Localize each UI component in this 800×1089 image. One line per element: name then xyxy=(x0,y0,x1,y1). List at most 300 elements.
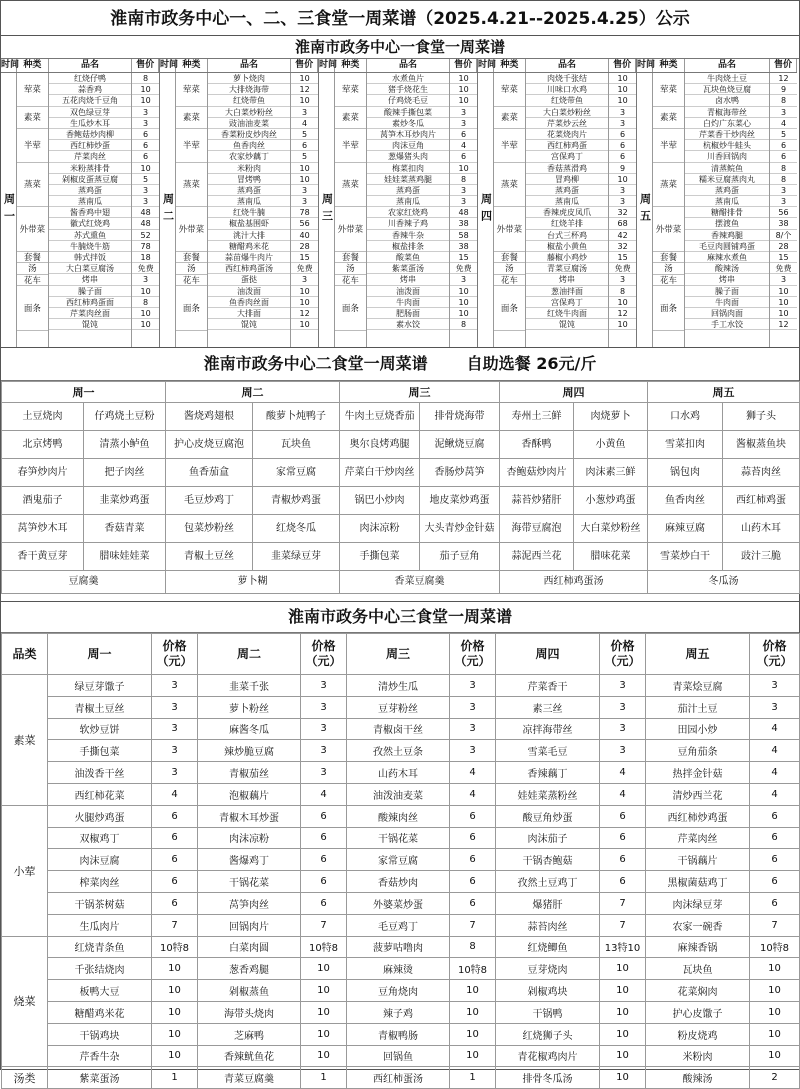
canteen1-day-label-cell xyxy=(478,73,494,347)
canteen1-dish-price: 10 xyxy=(609,297,636,308)
canteen1-category: 面条 xyxy=(494,286,525,331)
canteen1-dish-name: 红烧带鱼 xyxy=(526,95,608,106)
canteen1-dish-name: 肉烧千张结 xyxy=(526,73,608,84)
canteen1-dish-price: 48 xyxy=(450,207,477,218)
canteen3-dish: 香辣藕丁 xyxy=(496,762,600,784)
canteen1-category: 面条 xyxy=(176,286,207,331)
canteen1-header-price: 售价 xyxy=(291,59,318,72)
canteen1-dish-price: 9 xyxy=(609,163,636,174)
canteen2-section xyxy=(0,348,800,602)
canteen1-dish-name: 香菜粉皮炒肉丝 xyxy=(208,129,290,140)
canteen1-category: 汤 xyxy=(653,263,684,274)
canteen3-price: 6 xyxy=(301,871,347,893)
canteen3-dish: 海带头烧肉 xyxy=(198,1001,301,1023)
canteen3-dish: 芝麻鸭 xyxy=(198,1023,301,1045)
canteen1-dish-price: 3 xyxy=(132,118,159,129)
canteen3-price: 3 xyxy=(600,696,646,718)
canteen1-dish-price: 10 xyxy=(132,163,159,174)
canteen3-section xyxy=(0,602,800,1086)
canteen1-day-block xyxy=(160,59,319,347)
canteen1-dish-price: 8 xyxy=(609,286,636,297)
canteen3-dish: 豆角茄条 xyxy=(646,740,750,762)
canteen1-category: 半荤 xyxy=(335,129,366,163)
canteen1-category: 面条 xyxy=(653,286,684,331)
canteen3-price: 6 xyxy=(750,849,800,871)
canteen2-row xyxy=(2,403,800,431)
canteen1-dish-price: 56 xyxy=(291,218,318,229)
canteen1-dish-price: 48 xyxy=(132,218,159,229)
canteen3-price: 6 xyxy=(600,827,646,849)
canteen1-dish-name: 宫保鸡丁 xyxy=(526,151,608,162)
canteen3-price: 6 xyxy=(301,892,347,914)
canteen1-dish-name: 西红柿炒蛋 xyxy=(49,140,131,151)
canteen1-name-column xyxy=(208,73,291,347)
canteen3-dish: 干锅花菜 xyxy=(347,827,450,849)
canteen3-price: 10 xyxy=(750,1045,800,1067)
canteen3-row xyxy=(2,783,800,805)
canteen3-price: 3 xyxy=(750,675,800,697)
canteen3-header-row xyxy=(2,634,800,675)
canteen1-dish-name: 西红柿鸡蛋面 xyxy=(49,297,131,308)
canteen3-price: 7 xyxy=(450,914,496,936)
canteen3-price: 10特8 xyxy=(301,936,347,958)
canteen1-category: 花车 xyxy=(17,275,48,286)
canteen1-day-label: 周三 xyxy=(320,193,334,227)
canteen1-dish-price: 18 xyxy=(132,252,159,263)
canteen3-price: 6 xyxy=(750,871,800,893)
canteen1-dish-price: 10 xyxy=(291,73,318,84)
canteen1-name-column xyxy=(685,73,770,347)
canteen1-dish-price: 15 xyxy=(291,252,318,263)
canteen1-dish-name: 韩式拌饭 xyxy=(49,252,131,263)
canteen1-category: 荤菜 xyxy=(335,73,366,107)
canteen1-header-name: 品名 xyxy=(367,59,450,72)
canteen1-dish-price: 12 xyxy=(770,319,797,330)
canteen2-day-header: 周一 xyxy=(2,382,166,403)
canteen1-dish-name: 花菜烧肉片 xyxy=(526,129,608,140)
canteen1-dish-price: 10 xyxy=(132,84,159,95)
canteen3-price: 3 xyxy=(301,740,347,762)
canteen2-dish: 芹菜白干炒肉丝 xyxy=(340,459,420,487)
canteen3-price: 6 xyxy=(152,849,198,871)
canteen3-dish: 农家一碗香 xyxy=(646,914,750,936)
main-title: 淮南市政务中心一、二、三食堂一周菜谱（2025.4.21--2025.4.25）公示 xyxy=(0,0,800,36)
canteen2-dish: 锅巴小炒肉 xyxy=(340,487,420,515)
canteen3-dish: 双椒鸡丁 xyxy=(48,827,152,849)
canteen1-header-row xyxy=(1,59,159,73)
canteen1-day-label-cell xyxy=(637,73,653,347)
canteen3-dish: 干锅杏鲍菇 xyxy=(496,849,600,871)
canteen1-dish-price: 10 xyxy=(132,286,159,297)
canteen1-dish-price: 10 xyxy=(609,84,636,95)
canteen3-price: 6 xyxy=(600,849,646,871)
canteen1-category-column xyxy=(653,73,685,347)
canteen1-dish-price: 8 xyxy=(450,174,477,185)
canteen1-dish-price: 6 xyxy=(609,140,636,151)
canteen3-price: 6 xyxy=(450,892,496,914)
canteen3-price: 3 xyxy=(450,718,496,740)
canteen3-dish: 剁椒蒸鱼 xyxy=(198,980,301,1002)
canteen1-dish-price: 3 xyxy=(770,196,797,207)
canteen2-dish: 韭菜绿豆芽 xyxy=(253,543,340,571)
canteen3-dish: 清炒西兰花 xyxy=(646,783,750,805)
canteen3-header-price: 价格（元） xyxy=(301,634,347,675)
canteen3-price: 1 xyxy=(152,1067,198,1089)
canteen3-header-day: 周二 xyxy=(198,634,301,675)
canteen1-header-name: 品名 xyxy=(526,59,609,72)
canteen2-dish: 豉汁三脆 xyxy=(723,543,800,571)
canteen3-price: 6 xyxy=(450,827,496,849)
canteen1-dish-price: 3 xyxy=(770,107,797,118)
canteen3-price: 7 xyxy=(301,914,347,936)
canteen3-price: 3 xyxy=(301,675,347,697)
canteen3-dish: 山药木耳 xyxy=(347,762,450,784)
canteen1-day-block xyxy=(478,59,637,347)
canteen1-header-category: 种类 xyxy=(335,59,367,72)
canteen1-dish-name: 酱香鸡中翅 xyxy=(49,207,131,218)
canteen3-dish: 葱香鸡腿 xyxy=(198,958,301,980)
canteen3-dish: 香辣鱿鱼花 xyxy=(198,1045,301,1067)
canteen3-dish: 紫菜蛋汤 xyxy=(48,1067,152,1089)
canteen1-dish-name: 鱼香肉丝 xyxy=(208,140,290,151)
canteen3-header-price: 价格（元） xyxy=(600,634,646,675)
canteen1-dish-name: 徽式红烧鸡 xyxy=(49,218,131,229)
canteen1-dish-price: 6 xyxy=(291,140,318,151)
canteen1-dish-name: 青椒海带丝 xyxy=(685,107,769,118)
canteen2-dish: 香干黄豆芽 xyxy=(2,543,84,571)
canteen3-dish: 绿豆芽馓子 xyxy=(48,675,152,697)
canteen1-category: 蒸菜 xyxy=(494,163,525,208)
canteen1-dish-name: 冒烤鸭 xyxy=(208,174,290,185)
canteen1-dish-price: 10 xyxy=(450,84,477,95)
canteen2-dish: 腊味娃娃菜 xyxy=(84,543,166,571)
canteen1-dish-price: 40 xyxy=(291,230,318,241)
canteen1-dish-price: 6 xyxy=(450,129,477,140)
canteen3-dish: 青花椒鸡肉片 xyxy=(496,1045,600,1067)
canteen2-dish: 茄子豆角 xyxy=(420,543,500,571)
canteen1-day-label: 周五 xyxy=(638,193,652,227)
canteen1-dish-name: 素水饺 xyxy=(367,319,449,330)
canteen1-category-column xyxy=(17,73,49,347)
canteen3-price: 3 xyxy=(600,675,646,697)
canteen3-price: 10 xyxy=(600,1045,646,1067)
canteen1-category: 蒸菜 xyxy=(335,163,366,208)
canteen3-price: 10 xyxy=(750,958,800,980)
canteen1-dish-price: 38 xyxy=(450,218,477,229)
canteen3-row xyxy=(2,805,800,827)
canteen3-price: 4 xyxy=(600,762,646,784)
canteen2-dish: 仔鸡烧土豆粉 xyxy=(84,403,166,431)
canteen3-dish: 油泼香干丝 xyxy=(48,762,152,784)
canteen1-dish-price: 3 xyxy=(450,185,477,196)
canteen1-day-label: 周一 xyxy=(2,193,16,227)
canteen2-dish: 麻辣豆腐 xyxy=(648,515,723,543)
canteen1-dish-name: 红烧牛腩 xyxy=(208,207,290,218)
canteen1-dish-name: 仔鸡烧毛豆 xyxy=(367,95,449,106)
canteen3-dish: 辣子鸡 xyxy=(347,1001,450,1023)
canteen1-dish-name: 素炒冬瓜 xyxy=(367,118,449,129)
canteen3-row xyxy=(2,936,800,958)
canteen1-dish-price: 10 xyxy=(291,297,318,308)
canteen1-dish-price: 10 xyxy=(291,174,318,185)
canteen1-dish-name: 藤椒小鸡炒 xyxy=(526,252,608,263)
canteen1-header-category: 种类 xyxy=(176,59,208,72)
canteen1-dish-name: 水煮鱼片 xyxy=(367,73,449,84)
canteen1-dish-price: 10 xyxy=(132,95,159,106)
canteen1-dish-name: 回锅肉面 xyxy=(685,308,769,319)
canteen1-dish-name: 臊子面 xyxy=(685,286,769,297)
canteen3-dish: 娃娃菜蒸粉丝 xyxy=(496,783,600,805)
canteen1-dish-name: 椒盐基围虾 xyxy=(208,218,290,229)
canteen3-price: 3 xyxy=(301,762,347,784)
canteen2-dish: 鱼香肉丝 xyxy=(648,487,723,515)
canteen1-dish-name: 五花肉烧千豆角 xyxy=(49,95,131,106)
canteen1-category: 素菜 xyxy=(176,107,207,129)
canteen2-header-row xyxy=(2,382,800,403)
canteen1-dish-name: 酸辣汤 xyxy=(685,263,769,274)
canteen3-dish: 西红柿花菜 xyxy=(48,783,152,805)
canteen3-price: 10特8 xyxy=(152,936,198,958)
canteen1-header-row xyxy=(319,59,477,73)
canteen1-category: 素菜 xyxy=(494,107,525,129)
canteen3-dish: 青椒土豆丝 xyxy=(48,696,152,718)
canteen1-name-column xyxy=(49,73,132,347)
canteen3-table xyxy=(1,633,800,1089)
canteen1-dish-price: 5 xyxy=(132,174,159,185)
canteen3-dish: 芹菜香干 xyxy=(496,675,600,697)
canteen1-dish-name: 农家红烧鸡 xyxy=(367,207,449,218)
canteen1-day-label-cell xyxy=(319,73,335,347)
canteen1-dish-price: 8 xyxy=(770,95,797,106)
canteen1-dish-price: 免费 xyxy=(132,263,159,274)
canteen1-dish-name: 糖醋鸡米花 xyxy=(208,241,290,252)
canteen3-row xyxy=(2,762,800,784)
canteen3-row xyxy=(2,958,800,980)
canteen1-dish-price: 8/个 xyxy=(770,230,797,241)
canteen1-dish-name: 蒸南瓜 xyxy=(526,196,608,207)
canteen1-dish-price: 10 xyxy=(132,319,159,330)
canteen2-dish: 香酥鸭 xyxy=(500,431,574,459)
canteen3-price: 3 xyxy=(450,740,496,762)
canteen1-dish-name: 川香回锅肉 xyxy=(685,151,769,162)
canteen1-dish-name: 馄饨 xyxy=(208,319,290,330)
canteen1-dish-price: 3 xyxy=(450,107,477,118)
canteen1-dish-price: 38 xyxy=(770,218,797,229)
canteen3-dish: 麻酱冬瓜 xyxy=(198,718,301,740)
canteen1-dish-name: 台式三杯鸡 xyxy=(526,230,608,241)
canteen1-dish-price: 15 xyxy=(770,252,797,263)
canteen3-row xyxy=(2,740,800,762)
canteen1-dish-name: 馄饨 xyxy=(49,319,131,330)
canteen1-dish-name: 萝卜烧肉 xyxy=(208,73,290,84)
canteen1-dish-name: 豉油油麦菜 xyxy=(208,118,290,129)
canteen2-dish: 瓦块鱼 xyxy=(253,431,340,459)
canteen1-dish-name: 梅菜扣肉 xyxy=(367,163,449,174)
canteen3-price: 6 xyxy=(600,871,646,893)
canteen1-dish-price: 3 xyxy=(609,274,636,285)
canteen1-dish-price: 3 xyxy=(770,274,797,285)
canteen1-category-column xyxy=(176,73,208,347)
canteen3-dish: 红烧青条鱼 xyxy=(48,936,152,958)
canteen3-header-price: 价格（元） xyxy=(152,634,198,675)
canteen1-day-block xyxy=(637,59,797,347)
canteen1-day-body xyxy=(478,73,636,347)
canteen2-dish: 手撕包菜 xyxy=(340,543,420,571)
canteen1-dish-name: 鱼香肉丝面 xyxy=(208,297,290,308)
canteen2-dish: 北京烤鸭 xyxy=(2,431,84,459)
canteen3-dish: 酸辣汤 xyxy=(646,1067,750,1089)
canteen3-dish: 黑椒菌菇鸡丁 xyxy=(646,871,750,893)
canteen3-price: 10 xyxy=(750,1023,800,1045)
canteen1-dish-name: 椒盐小黄鱼 xyxy=(526,241,608,252)
canteen3-dish: 手撕包菜 xyxy=(48,740,152,762)
canteen1-category: 荤菜 xyxy=(176,73,207,107)
canteen3-price: 10 xyxy=(152,1001,198,1023)
canteen1-dish-name: 青菜豆腐汤 xyxy=(526,263,608,274)
canteen1-dish-name: 香辣虎皮凤爪 xyxy=(526,207,608,218)
canteen3-price: 6 xyxy=(450,871,496,893)
canteen3-dish: 雪菜毛豆 xyxy=(496,740,600,762)
canteen1-dish-price: 6 xyxy=(609,129,636,140)
canteen3-dish: 干锅花菜 xyxy=(198,871,301,893)
canteen3-dish: 外婆菜炒蛋 xyxy=(347,892,450,914)
canteen1-dish-price: 10 xyxy=(609,73,636,84)
canteen1-day-label: 周四 xyxy=(479,193,493,227)
canteen1-dish-price: 58 xyxy=(450,230,477,241)
canteen1-dish-name: 香辣牛杂 xyxy=(367,230,449,241)
canteen1-section xyxy=(0,36,800,348)
canteen2-table xyxy=(1,381,800,594)
canteen1-dish-name: 大白菜炒粉丝 xyxy=(526,107,608,118)
canteen2-dish: 清蒸小鲈鱼 xyxy=(84,431,166,459)
canteen1-dish-name: 蒸南瓜 xyxy=(49,196,131,207)
canteen3-price: 3 xyxy=(301,696,347,718)
canteen1-title: 淮南市政务中心一食堂一周菜谱 xyxy=(1,36,799,59)
canteen1-category: 外带菜 xyxy=(653,207,684,252)
canteen3-dish: 酱爆鸡丁 xyxy=(198,849,301,871)
canteen1-category: 花车 xyxy=(653,275,684,286)
canteen3-dish: 肉沫绿豆芽 xyxy=(646,892,750,914)
canteen2-dish: 莴笋炒木耳 xyxy=(2,515,84,543)
canteen3-price: 10 xyxy=(600,958,646,980)
canteen1-header-category: 种类 xyxy=(494,59,526,72)
canteen1-dish-price: 3 xyxy=(291,274,318,285)
canteen3-price: 2 xyxy=(750,1067,800,1089)
canteen2-dish: 锅包肉 xyxy=(648,459,723,487)
canteen1-dish-name: 红烧带鱼 xyxy=(208,95,290,106)
canteen1-category: 外带菜 xyxy=(17,207,48,252)
canteen3-dish: 排骨冬瓜汤 xyxy=(496,1067,600,1089)
canteen1-dish-name: 牛肉烧土豆 xyxy=(685,73,769,84)
canteen1-dish-name: 生瓜炒木耳 xyxy=(49,118,131,129)
canteen1-dish-name: 烤串 xyxy=(526,274,608,285)
canteen2-dish: 排骨烧海带 xyxy=(420,403,500,431)
canteen3-price: 10 xyxy=(152,980,198,1002)
canteen1-category: 汤 xyxy=(335,263,366,274)
canteen3-dish: 蒜苔肉丝 xyxy=(496,914,600,936)
canteen2-dish: 香菇青菜 xyxy=(84,515,166,543)
canteen1-dish-price: 52 xyxy=(132,230,159,241)
canteen3-row xyxy=(2,1045,800,1067)
canteen3-dish: 孜然土豆条 xyxy=(347,740,450,762)
canteen1-dish-price: 42 xyxy=(609,230,636,241)
canteen1-dish-name: 米粉蒸排骨 xyxy=(49,163,131,174)
canteen1-category-column xyxy=(335,73,367,347)
canteen1-dish-price: 3 xyxy=(450,118,477,129)
canteen1-header-name: 品名 xyxy=(49,59,132,72)
canteen2-row xyxy=(2,543,800,571)
canteen3-dish: 芹香牛杂 xyxy=(48,1045,152,1067)
canteen2-dish: 地皮菜炒鸡蛋 xyxy=(420,487,500,515)
canteen3-dish: 清炒生瓜 xyxy=(347,675,450,697)
canteen1-dish-price: 免费 xyxy=(291,263,318,274)
canteen1-header-category: 种类 xyxy=(653,59,685,72)
canteen1-dish-name: 蒸鸡蛋 xyxy=(526,185,608,196)
canteen1-dish-price: 28 xyxy=(291,241,318,252)
canteen1-dish-price: 3 xyxy=(609,185,636,196)
canteen3-price: 10 xyxy=(301,958,347,980)
canteen3-dish: 青椒卤干丝 xyxy=(347,718,450,740)
canteen3-price: 6 xyxy=(450,805,496,827)
canteen3-price: 4 xyxy=(450,783,496,805)
canteen1-dish-price: 10 xyxy=(609,95,636,106)
canteen1-dish-name: 蒸鸡蛋 xyxy=(208,185,290,196)
canteen2-dish: 酒鬼茄子 xyxy=(2,487,84,515)
canteen2-dish: 西红柿鸡蛋 xyxy=(723,487,800,515)
canteen3-price: 6 xyxy=(152,805,198,827)
canteen3-dish: 素三丝 xyxy=(496,696,600,718)
canteen2-dish: 肉沫凉粉 xyxy=(340,515,420,543)
canteen1-dish-price: 6 xyxy=(132,151,159,162)
canteen1-dish-name: 蒸鸡蛋 xyxy=(685,185,769,196)
canteen2-dish: 蒜苔炒猪肝 xyxy=(500,487,574,515)
canteen1-dish-name: 香菇蒸滑鸡 xyxy=(526,163,608,174)
canteen3-price: 6 xyxy=(152,892,198,914)
canteen3-dish: 软炒豆饼 xyxy=(48,718,152,740)
canteen1-dish-name: 毛豆肉圆铺鸡蛋 xyxy=(685,241,769,252)
canteen1-header-name: 品名 xyxy=(685,59,770,72)
canteen1-dish-price: 10 xyxy=(132,308,159,319)
canteen3-dish: 瓦块鱼 xyxy=(646,958,750,980)
canteen3-dish: 泡椒藕片 xyxy=(198,783,301,805)
canteen3-price: 6 xyxy=(600,805,646,827)
canteen1-dish-price: 48 xyxy=(132,207,159,218)
canteen3-row xyxy=(2,1067,800,1089)
canteen3-price: 6 xyxy=(301,827,347,849)
canteen3-dish: 青椒茄丝 xyxy=(198,762,301,784)
canteen3-dish: 肉沫豆腐 xyxy=(48,849,152,871)
canteen1-dish-name: 牛腩烧牛筋 xyxy=(49,241,131,252)
canteen3-price: 10特8 xyxy=(750,936,800,958)
canteen1-day-block xyxy=(319,59,478,347)
canteen2-dish: 鱼香茄盒 xyxy=(166,459,253,487)
canteen3-header-day: 周四 xyxy=(496,634,600,675)
canteen1-category: 荤菜 xyxy=(653,73,684,107)
canteen1-category: 素菜 xyxy=(335,107,366,129)
canteen3-dish: 肉沫凉粉 xyxy=(198,827,301,849)
canteen1-dish-name: 川味口水鸡 xyxy=(526,84,608,95)
canteen1-category: 蒸菜 xyxy=(176,163,207,208)
canteen1-header-time: 时间 xyxy=(478,60,497,70)
canteen1-dish-price: 3 xyxy=(291,196,318,207)
canteen1-category: 花车 xyxy=(335,275,366,286)
canteen3-category: 烧菜 xyxy=(2,936,48,1067)
canteen3-dish: 粉皮烧鸡 xyxy=(646,1023,750,1045)
canteen3-title: 淮南市政务中心三食堂一周菜谱 xyxy=(1,602,799,633)
canteen1-price-column xyxy=(609,73,636,347)
canteen3-dish: 爆猪肝 xyxy=(496,892,600,914)
canteen1-category: 汤 xyxy=(17,263,48,274)
